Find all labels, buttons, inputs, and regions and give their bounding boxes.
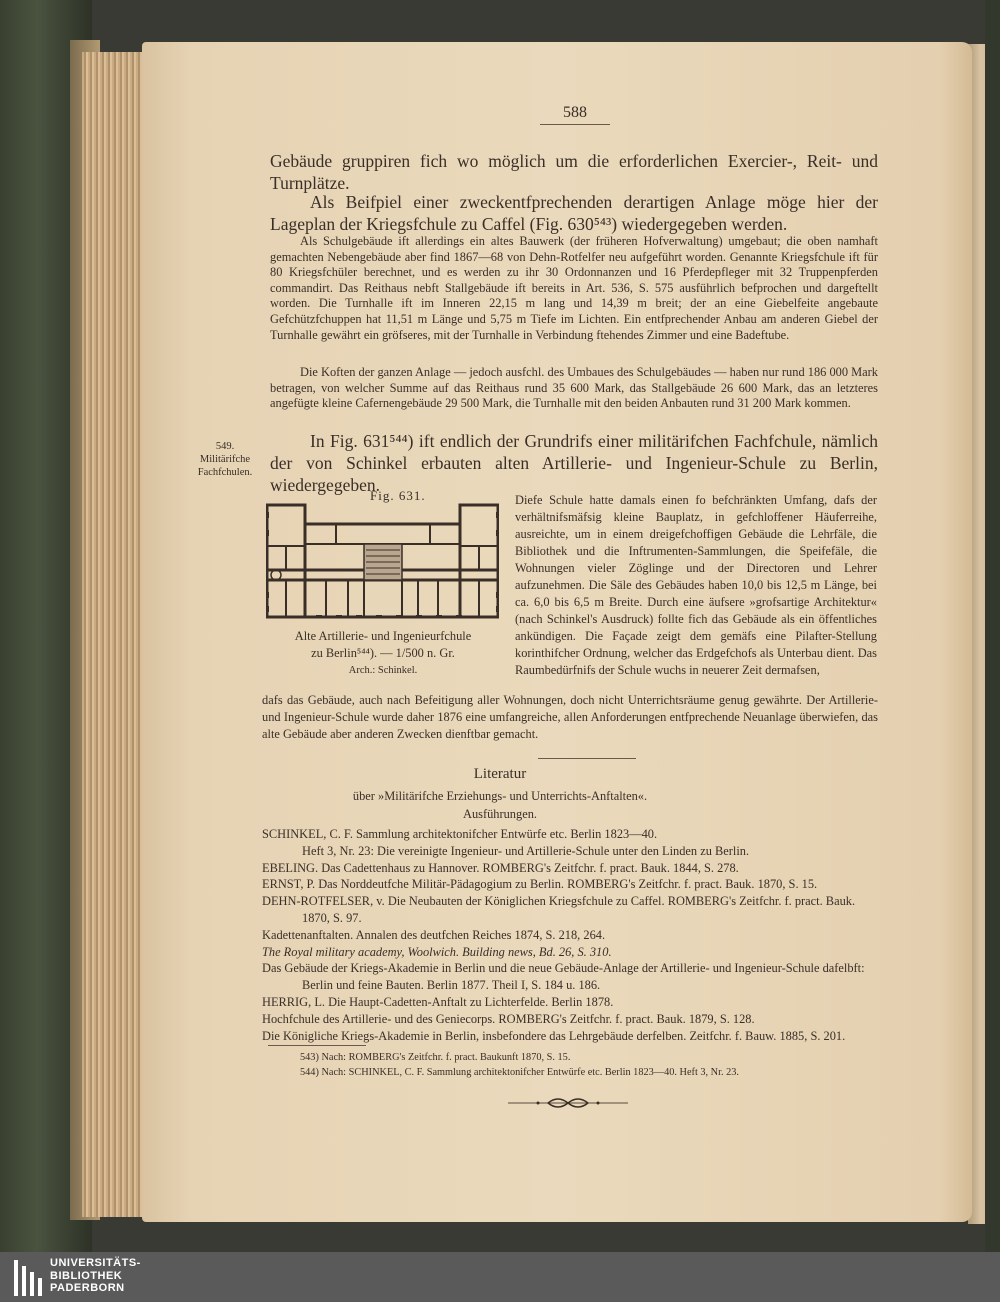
literature-entry: The Royal military academy, Woolwich. Building news, Bd. 26, S. 310. <box>262 944 612 959</box>
figure-title: Fig. 631. <box>370 488 426 503</box>
figure-side-text: Diefe Schule hatte damals einen fo befchränkten Umfang, dafs der verhältnifsmäfsig kleine Bauplatz, in gefchloffener Häuferreihe, ausreichte, um in einem dreigefchoffigen Gebäude die Lehrfäle, die Bibliothek und die Inftrumenten-Sammlungen, die Speifefäle, die Wohnungen vieler Zöglinge und der Directoren und Lehrer aufzunehmen. Die Säle des Gebäudes haben 10,0 bis 12,5 m Länge, bei ca. 6,0 bis 6,5 m Breite. Durch eine äufsere »grofsartige Architektur« (nach Schinkel's Ausdruck) follte fich das Gebäude als ein öffentliches ankündigen. Die Façade zeigt dem gemäfs eine Pilafter-Stellung korinthifcher Ordnung, welcher das Erdgefchofs als Unterbau dient. Das Raumbedürfnifs der Schule wuchs in neuerer Zeit dermafsen, <box>515 493 877 677</box>
paragraph-2: Als Beifpiel einer zweckentfprechenden derartigen Anlage möge hier der Lageplan der Kriegsfchule zu Caffel (Fig. 630⁵⁴³) wiedergegeben werden. <box>270 192 878 234</box>
literature-entry: Kadettenanftalten. Annalen des deutfchen Reiches 1874, S. 218, 264. <box>262 927 606 942</box>
footnote-rule <box>268 1045 366 1046</box>
footnotes <box>300 1050 860 1080</box>
literature-entry: Heft 3, Nr. 23: Die vereinigte Ingenieur- und Artillerie-Schule unter den Linden zu Berlin. <box>302 843 750 858</box>
literature-heading: Literatur <box>473 766 527 782</box>
paragraph-1: Gebäude gruppiren fich wo möglich um die erforderlichen Exercier-, Reit- und Turnplätze. <box>270 151 878 193</box>
literature-entry: HERRIG, L. Die Haupt-Cadetten-Anftalt zu Lichterfelde. Berlin 1878. <box>262 994 614 1009</box>
footnote-544: 544) Nach: SCHINKEL, C. F. Sammlung architektonifcher Entwürfe etc. Berlin 1823—40. Heft 3, Nr. 23. <box>300 1067 739 1078</box>
literature-entry: Hochfchule des Artillerie- und des Geniecorps. ROMBERG's Zeitfchr. f. pract. Bauk. 1879, S. 128. <box>262 1011 755 1026</box>
figure-caption <box>268 628 498 679</box>
figure-architect: Arch.: Schinkel. <box>348 665 418 676</box>
library-footer <box>0 1252 1000 1302</box>
floor-plan-figure <box>266 502 499 622</box>
library-name-line-2: BIBLIOTHEK <box>50 1269 123 1282</box>
library-name <box>50 1257 141 1295</box>
figure-caption-line-2: zu Berlin⁵⁴⁴). — 1/500 n. Gr. <box>311 646 455 660</box>
literature-list <box>262 826 878 1044</box>
margin-note: 549. Militärifche Fachfchulen. <box>197 441 253 478</box>
literature-subheading: über »Militärifche Erziehungs- und Unterrichts-Anftalten«. <box>352 789 648 803</box>
library-name-line-3: PADERBORN <box>50 1282 125 1294</box>
ornament-divider <box>508 1095 628 1111</box>
paragraph-after-figure: dafs das Gebäude, auch nach Befeitigung aller Wohnungen, doch nicht Unterrichtsräume genug gewährte. Der Artillerie- und Ingenieur-Schule wurde daher 1876 eine umfangreiche, allen Anforderungen entfprechende Neuanlage überwiefen, das alte Gebäude aber anderen Zwecken dienftbar gemacht. <box>262 693 878 741</box>
literature-entry: SCHINKEL, C. F. Sammlung architektonifcher Entwürfe etc. Berlin 1823—40. <box>262 827 658 841</box>
note-paragraph-1: Als Schulgebäude ift allerdings ein altes Bauwerk (der früheren Hofverwaltung) umgebaut; die oben namhaft gemachten Nebengebäude aber find 1867—68 von Dehn-Rotfelfer neu aufgeführt worden. Genannte Kriegsfchule ift für 80 Kriegsfchüler berechnet, und es werden zu ihr 30 Ordonnanzen und 16 Pferdepfleger mit 32 Truppenpferden commandirt. Das Reithaus nebft Stallgebäude ift bereits in Art. 536, S. 575 ausführlich befprochen und dargeftellt worden. Die Turnhalle ift im Inneren 22,15 m lang und 14,39 m breit; der an eine Giebelfeite angebaute Gefchützfchuppen hat 11,51 m Länge und 5,75 m Tiefe im Lichten. Ein entfprechender Anbau am anderen Giebel der Turnhalle gewährt ein gröfseres, mit der Turnhalle in Verbindung ftehendes Zimmer und eine Badeftube. <box>270 234 878 342</box>
literature-section: Ausführungen. <box>463 807 537 821</box>
literature-entry: EBELING. Das Cadettenhaus zu Hannover. ROMBERG's Zeitfchr. f. pract. Bauk. 1844, S. 278. <box>262 860 739 875</box>
footnote-543: 543) Nach: ROMBERG's Zeitfchr. f. pract. Baukunft 1870, S. 15. <box>300 1052 571 1063</box>
library-name-line-1: UNIVERSITÄTS- <box>50 1257 141 1269</box>
literature-entry: DEHN-ROTFELSER, v. Die Neubauten der Königlichen Kriegsfchule zu Caffel. ROMBERG's Zeitfchr. f. pract. Bauk. 1870, S. 97. <box>262 894 856 925</box>
paragraph-3: In Fig. 631⁵⁴⁴) ift endlich der Grundrifs einer militärifchen Fachfchule, nämlich der von Schinkel erbauten alten Artillerie- und Ingenieur-Schule zu Berlin, wiedergegeben. <box>270 431 878 495</box>
page-number: 588 <box>540 104 610 125</box>
figure-caption-line-1: Alte Artillerie- und Ingenieurfchule <box>294 629 472 643</box>
literature-entry: Die Königliche Kriegs-Akademie in Berlin, insbefondere das Lehrgebäude derfelben. Zeitfchr. f. Bauw. 1885, S. 201. <box>262 1028 846 1043</box>
literature-entry: ERNST, P. Das Norddeutfche Militär-Pädagogium zu Berlin. ROMBERG's Zeitfchr. f. pract. Bauk. 1870, S. 15. <box>262 877 818 892</box>
literature-entry: Das Gebäude der Kriegs-Akademie in Berlin und die neue Gebäude-Anlage der Artillerie- und Ingenieur-Schule dafelbft: Berlin und feine Bauten. Berlin 1877. Theil I, S. 184 u. 186. <box>262 961 865 993</box>
library-logo-icon <box>14 1260 44 1296</box>
note-paragraph-2: Die Koften der ganzen Anlage — jedoch ausfchl. des Umbaues des Schulgebäudes — haben nur rund 186 000 Mark betragen, von welcher Summe auf das Reithaus rund 35 600 Mark, das Stallgebäude 26 600 Mark, das an letzteres angefügte kleine Cafernengebäude 29 500 Mark, die Turnhalle mit den beiden Anbauten rund 31 200 Mark kommen. <box>270 365 878 411</box>
section-rule <box>538 758 636 759</box>
